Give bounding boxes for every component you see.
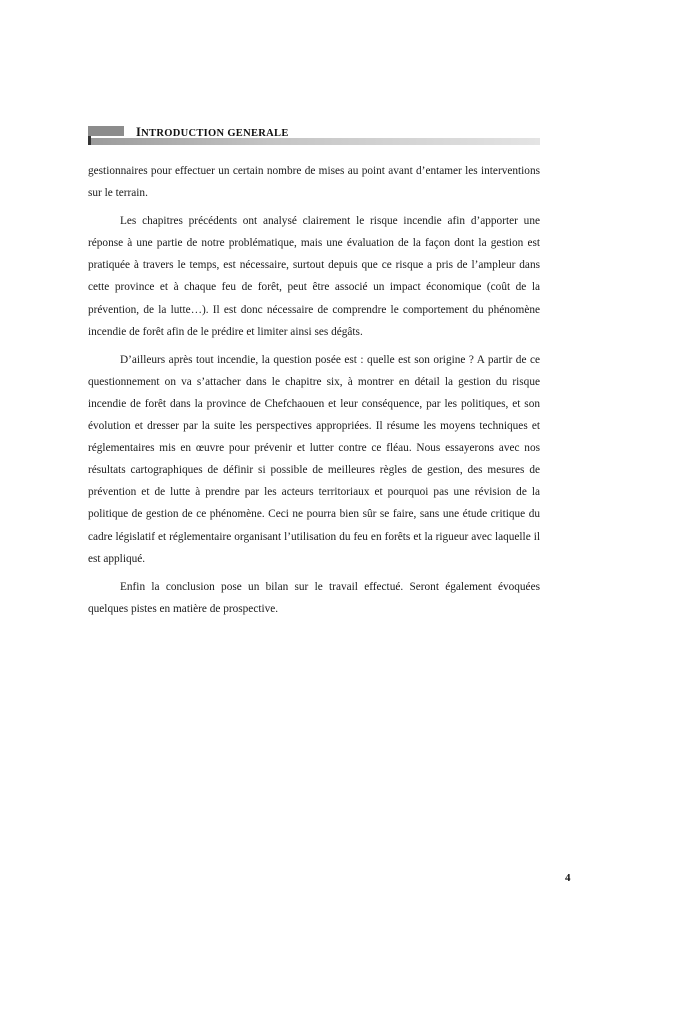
header-accent-block [88,126,124,136]
paragraph-1: gestionnaires pour effectuer un certain nombre de mises au point avant d’entamer les interventions sur le terrain. [88,165,540,200]
body-text [88,160,540,626]
chapter-header [88,126,540,148]
paragraph-4: Enfin la conclusion pose un bilan sur le travail effectué. Seront également évoquées quelques pistes en matière de prospective. [88,580,540,615]
paragraph-2: Les chapitres précédents ont analysé clairement le risque incendie afin d’apporter une réponse à une partie de notre problématique, mais une évaluation de la façon dont la gestion est pratiquée à travers le temps, est nécessaire, surtout depuis que ce risque a pris de l’ampleur dans cette province et à chaque feu de forêt, peut être associé un impact économique (coût de la prévention, de la lutte…). Il est donc nécessaire de comprendre le comportement du phénomène incendie de forêt afin de le prédire et limiter ainsi ses dégâts. [88,215,540,338]
header-tick-mark [88,136,91,145]
header-title-initial: I [136,125,142,139]
paragraph-3: D’ailleurs après tout incendie, la question posée est : quelle est son origine ? A partir de ce questionnement on va s’attacher dans le chapitre six, à montrer en détail la gestion du risque incendie de forêt dans la province de Chefchaouen et leur conséquence, par les politiques, et son évolution et dresser par la suite les perspectives appropriées. Il résume les moyens techniques et réglementaires mis en œuvre pour prévenir et lutter contre ce fléau. Nous essayerons avec nos résultats cartographiques de définir si possible de meilleures règles de gestion, des mesures de prévention et de lutte à prendre par les acteurs territoriaux et pourquoi pas une révision de la politique de gestion de ce phénomène. Ceci ne pourra bien sûr se faire, sans une étude critique du cadre législatif et réglementaire organisant l’utilisation du feu en forêts et la rigueur avec laquelle il est appliqué. [88,353,540,565]
header-title [136,125,289,140]
page-number: 4 [565,872,571,884]
header-title-rest: NTRODUCTION GENERALE [141,128,289,139]
